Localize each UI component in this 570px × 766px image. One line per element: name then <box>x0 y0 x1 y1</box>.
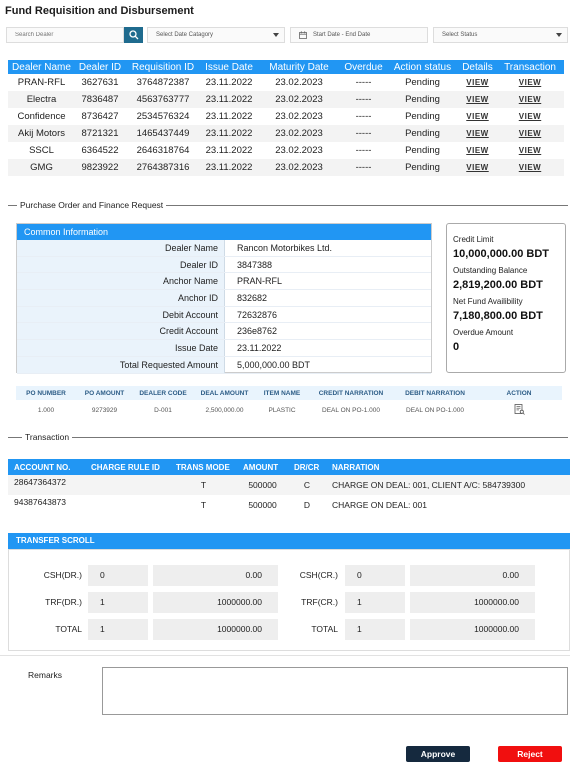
outstanding-label: Outstanding Balance <box>453 266 528 275</box>
issue-date: 23.11.2022 <box>201 125 257 142</box>
overdue: ----- <box>355 145 372 156</box>
column-header: ACCOUNT NO. <box>14 462 71 472</box>
overdue-label: Overdue Amount <box>453 328 514 337</box>
transfer-count: 1 <box>345 592 405 613</box>
table-row <box>8 125 564 142</box>
issue-date: 23.11.2022 <box>201 91 257 108</box>
issue-date: 23.11.2022 <box>205 111 253 122</box>
column-header: DEBIT NARRATION <box>394 386 476 400</box>
info-row <box>17 340 431 357</box>
transfer-label: TOTAL <box>55 624 82 634</box>
transfer-label: TOTAL <box>311 624 338 634</box>
maturity-date: 23.02.2023 <box>257 159 341 176</box>
debit-narration: DEAL ON PO-1.000 <box>406 406 464 414</box>
po-number: 1.000 <box>37 406 55 414</box>
transactions-table <box>8 459 570 515</box>
narration: CHARGE ON DEAL: 001, CLIENT A/C: 584739300 <box>326 475 570 495</box>
credit-summary-card <box>446 223 566 373</box>
requisitions-table <box>8 60 564 176</box>
info-value: 23.11.2022 <box>237 343 282 354</box>
info-key: Dealer ID <box>17 257 225 273</box>
column-header: NARRATION <box>332 462 380 472</box>
date-category-value: Select Date Catagory <box>156 32 214 38</box>
info-value: 72632876 <box>237 309 278 320</box>
info-row <box>17 273 431 290</box>
transaction-view-link[interactable]: VIEW <box>518 163 542 172</box>
overdue: ----- <box>355 111 372 122</box>
column-header: CHARGE RULE ID <box>91 462 160 472</box>
info-key: Total Requested Amount <box>17 357 225 373</box>
maturity-date: 23.02.2023 <box>257 125 341 142</box>
reject-button[interactable]: Reject <box>498 746 562 762</box>
net-fund-value: 7,180,800.00 BDT <box>453 310 543 322</box>
info-row <box>17 290 431 307</box>
requisition-id: 2764387316 <box>125 159 201 176</box>
dealer-name: Electra <box>8 91 75 108</box>
requisition-id: 1465437449 <box>125 125 201 142</box>
calendar-icon <box>299 31 307 39</box>
dr-cr: D <box>303 500 311 510</box>
column-header: ITEM NAME <box>256 386 308 400</box>
info-value: PRAN-RFL <box>237 276 283 287</box>
dealer-id: 3627631 <box>81 77 119 88</box>
transaction-view-link[interactable]: VIEW <box>518 95 542 104</box>
outstanding-value: 2,819,200.00 BDT <box>453 279 543 291</box>
credit-limit-label: Credit Limit <box>453 235 494 244</box>
transaction-section-label: Transaction <box>22 432 72 442</box>
info-value: 832682 <box>237 293 268 304</box>
column-header: DEALER CODE <box>133 386 193 400</box>
dealer-id: 6364522 <box>81 145 119 156</box>
issue-date: 23.11.2022 <box>201 159 257 176</box>
chevron-down-icon <box>273 33 279 37</box>
action-status: Pending <box>386 91 459 108</box>
item-name: PLASTIC <box>268 406 296 414</box>
requisitions-header-row <box>8 60 564 74</box>
info-key: Issue Date <box>17 340 225 356</box>
overdue: ----- <box>341 125 386 142</box>
maturity-date: 23.02.2023 <box>257 91 341 108</box>
info-row <box>17 323 431 340</box>
transaction-view-link[interactable]: VIEW <box>518 146 542 155</box>
search-button[interactable] <box>124 27 143 43</box>
search-icon <box>129 30 139 40</box>
action-status: Pending <box>405 145 440 156</box>
dealer-id: 8721321 <box>75 125 125 142</box>
issue-date: 23.11.2022 <box>205 145 253 156</box>
table-row <box>8 74 564 91</box>
section-divider <box>8 437 568 438</box>
transfer-amount: 1000000.00 <box>410 619 535 640</box>
date-range-value: Start Date - End Date <box>313 32 371 38</box>
transaction-view-link[interactable]: VIEW <box>518 112 542 121</box>
transfer-amount: 0.00 <box>153 565 278 586</box>
transfer-count: 1 <box>345 619 405 640</box>
view-document-icon[interactable] <box>514 404 525 415</box>
transfer-amount: 1000000.00 <box>410 592 535 613</box>
column-header: Overdue <box>344 61 383 73</box>
overdue: ----- <box>355 77 372 88</box>
column-header: Dealer Name <box>12 61 71 73</box>
deal-amount: 2,500,000.00 <box>205 406 244 414</box>
credit-limit-value: 10,000,000.00 BDT <box>453 248 550 260</box>
chevron-down-icon <box>556 33 562 37</box>
transactions-header-row <box>8 459 570 475</box>
table-row <box>8 495 570 515</box>
transaction-view-link[interactable]: VIEW <box>518 129 542 138</box>
details-view-link[interactable]: VIEW <box>466 129 489 138</box>
po-amount: 9273929 <box>91 406 118 414</box>
transfer-scroll-title: TRANSFER SCROLL <box>8 533 570 549</box>
transfer-label: CSH(DR.) <box>43 570 82 580</box>
dealer-name: SSCL <box>29 145 54 156</box>
search-dealer-input[interactable] <box>6 27 124 43</box>
action-status: Pending <box>386 125 459 142</box>
dealer-code: D-001 <box>154 406 172 414</box>
column-header: CREDIT NARRATION <box>308 386 394 400</box>
details-view-link[interactable]: VIEW <box>466 78 489 87</box>
overdue: ----- <box>341 91 386 108</box>
transaction-view-link[interactable]: VIEW <box>518 78 542 87</box>
maturity-date: 23.02.2023 <box>275 145 323 156</box>
table-row <box>8 108 564 125</box>
approve-button[interactable]: Approve <box>406 746 470 762</box>
column-header: PO NUMBER <box>16 386 76 400</box>
charge-rule-id <box>85 475 170 495</box>
info-row <box>17 357 431 374</box>
column-header: PO AMOUNT <box>76 386 133 400</box>
column-header: Dealer ID <box>78 61 122 73</box>
action-cell <box>476 400 562 420</box>
transfer-label: CSH(CR.) <box>299 570 338 580</box>
remarks-label: Remarks <box>28 670 63 680</box>
table-row <box>8 475 570 495</box>
info-row <box>17 257 431 274</box>
action-status: Pending <box>405 111 440 122</box>
requisition-id: 2534576324 <box>136 111 190 122</box>
column-header: AMOUNT <box>243 462 279 472</box>
table-row <box>8 91 564 108</box>
po-header-row <box>16 386 562 400</box>
common-info-panel <box>16 223 432 373</box>
transfer-label: TRF(DR.) <box>45 597 82 607</box>
dealer-id: 7836487 <box>75 91 125 108</box>
details-view-link[interactable]: VIEW <box>466 112 489 121</box>
dealer-name: Confidence <box>17 111 66 122</box>
amount: 500000 <box>237 475 288 495</box>
amount: 500000 <box>248 500 277 510</box>
narration: CHARGE ON DEAL: 001 <box>332 500 427 510</box>
transfer-scroll-panel <box>8 549 570 651</box>
issue-date: 23.11.2022 <box>205 77 253 88</box>
requisition-id: 4563763777 <box>125 91 201 108</box>
info-value: Rancon Motorbikes Ltd. <box>237 243 333 253</box>
transfer-label: TRF(CR.) <box>301 597 338 607</box>
status-select[interactable] <box>433 27 568 43</box>
info-key: Anchor ID <box>17 290 225 306</box>
transfer-amount: 0.00 <box>410 565 535 586</box>
dr-cr: C <box>288 475 326 495</box>
maturity-date: 23.02.2023 <box>275 77 323 88</box>
date-range-picker[interactable] <box>290 27 428 43</box>
column-header: Transaction <box>504 61 556 73</box>
account-no: 94387643873 <box>14 497 67 507</box>
trans-mode: T <box>200 500 207 510</box>
action-status: Pending <box>405 77 440 88</box>
purchase-order-table <box>16 386 562 420</box>
purchase-section-label: Purchase Order and Finance Request <box>17 200 166 210</box>
info-row <box>17 240 431 257</box>
table-row <box>8 159 564 176</box>
transfer-amount: 1000000.00 <box>153 619 278 640</box>
info-key: Credit Account <box>17 323 225 339</box>
details-view-link[interactable]: VIEW <box>466 146 489 155</box>
page-title: Fund Requisition and Disbursement <box>5 5 194 17</box>
requisition-id: 2646318764 <box>136 145 190 156</box>
column-header: Issue Date <box>205 61 253 73</box>
action-status: Pending <box>386 159 459 176</box>
info-value: 3847388 <box>237 259 273 270</box>
column-header: ACTION <box>476 386 562 400</box>
remarks-input[interactable] <box>102 667 568 715</box>
column-header: TRANS MODE <box>176 462 230 472</box>
table-row <box>16 400 562 420</box>
overdue: ----- <box>341 159 386 176</box>
account-no: 28647364372 <box>8 475 85 495</box>
info-value: 236e8762 <box>237 326 278 337</box>
dealer-name: PRAN-RFL <box>17 77 66 88</box>
info-row <box>17 307 431 324</box>
transfer-count: 0 <box>345 565 405 586</box>
dealer-name: Akij Motors <box>8 125 75 142</box>
details-view-link[interactable]: VIEW <box>466 95 489 104</box>
column-header: Details <box>462 61 493 73</box>
overdue-value: 0 <box>453 341 460 353</box>
transfer-count: 0 <box>88 565 148 586</box>
requisition-id: 3764872387 <box>136 77 190 88</box>
maturity-date: 23.02.2023 <box>275 111 323 122</box>
charge-rule-id <box>85 495 170 515</box>
status-value: Select Status <box>442 32 478 38</box>
transfer-amount: 1000000.00 <box>153 592 278 613</box>
transfer-count: 1 <box>88 619 148 640</box>
credit-narration: DEAL ON PO-1.000 <box>322 406 380 414</box>
transfer-count: 1 <box>88 592 148 613</box>
info-key: Debit Account <box>17 307 225 323</box>
column-header: DEAL AMOUNT <box>193 386 256 400</box>
dealer-name: GMG <box>8 159 75 176</box>
trans-mode: T <box>170 475 237 495</box>
info-value: 5,000,000.00 BDT <box>237 359 311 370</box>
column-header: Action status <box>393 61 452 73</box>
date-category-select[interactable] <box>147 27 285 43</box>
dealer-id: 8736427 <box>81 111 119 122</box>
common-info-title: Common Information <box>17 224 431 240</box>
column-header: Maturity Date <box>269 61 329 73</box>
info-key: Anchor Name <box>17 273 225 289</box>
info-key: Dealer Name <box>17 240 225 256</box>
net-fund-label: Net Fund Availibility <box>453 297 523 306</box>
column-header: DR/CR <box>294 462 320 472</box>
table-row <box>8 142 564 159</box>
dealer-id: 9823922 <box>75 159 125 176</box>
details-view-link[interactable]: VIEW <box>466 163 489 172</box>
column-header: Requisition ID <box>131 61 195 73</box>
divider <box>0 655 570 656</box>
